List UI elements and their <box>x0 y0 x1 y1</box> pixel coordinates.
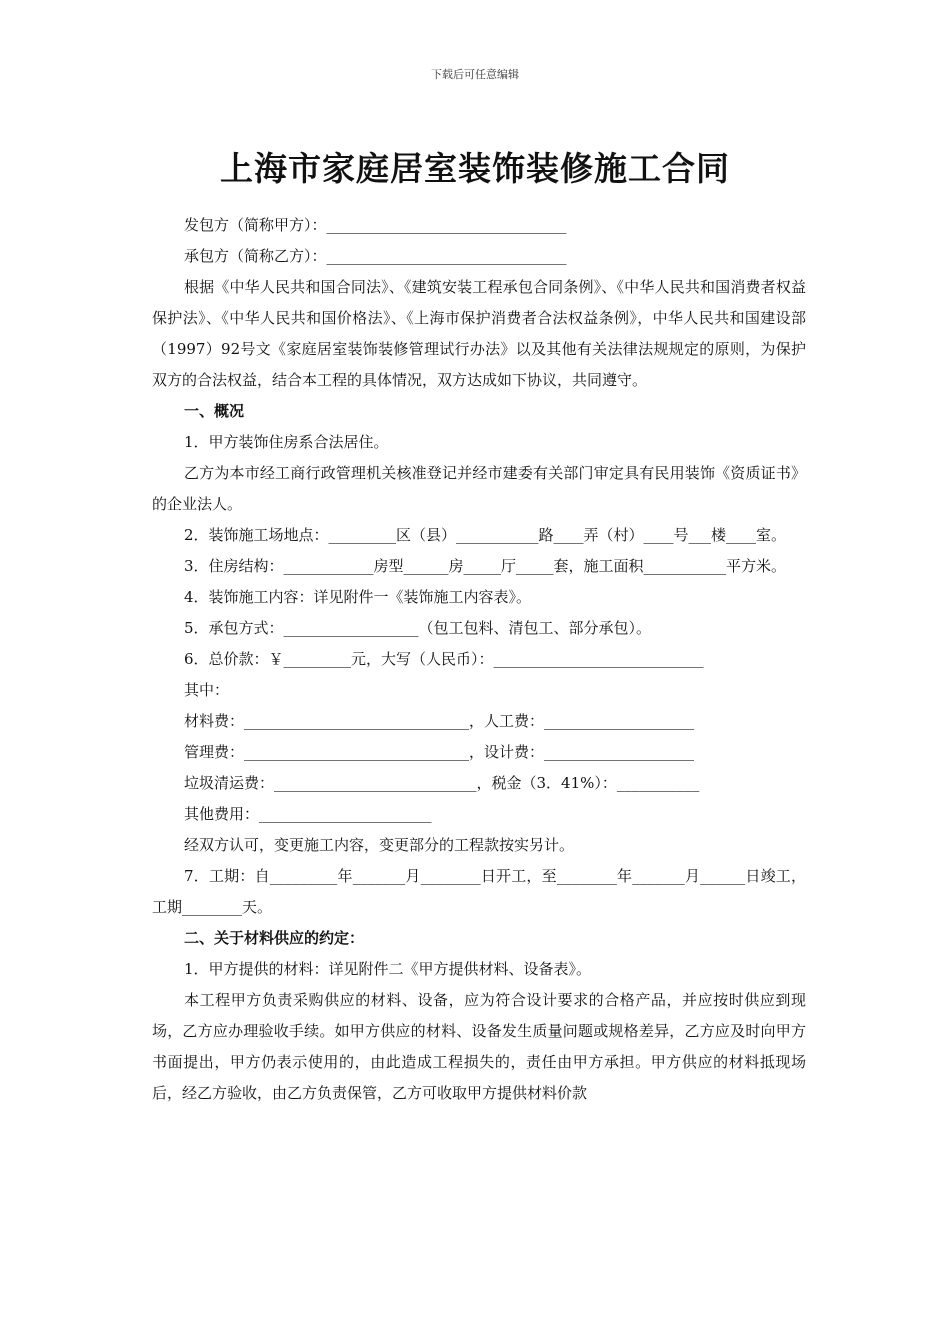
section-heading-materials: 二、关于材料供应的约定： <box>184 929 365 947</box>
fee-material-labor: 材料费：______________________________，人工费：____________________ <box>184 712 695 730</box>
fee-management-design: 管理费：______________________________，设计费：____________________ <box>184 743 695 761</box>
preamble-paragraph: 根据《中华人民共和国合同法》、《建筑安装工程承包合同条例》、《中华人民共和国消费者权益保护法》、《中华人民共和国价格法》、《上海市保护消费者合法权益条例》，中华人民共和国建设部（1997）92号文《家庭居室装饰装修管理试行办法》以及其他有关法律法规规定的原则，为保护双方的合法权益，结合本工程的具体情况，双方达成如下协议，共同遵守。 <box>152 278 806 389</box>
fee-garbage-tax: 垃圾清运费：___________________________，税金（3．41%）：___________ <box>184 774 700 792</box>
fee-other: 其他费用：_______________________ <box>184 805 432 823</box>
section-heading-overview: 一、概况 <box>184 402 245 420</box>
clause-6-total-price: 6．总价款：￥_________元，大写（人民币）：____________________________ <box>184 650 704 668</box>
clause-5-contract-type: 5．承包方式：__________________（包工包料、清包工、部分承包）。 <box>184 619 652 637</box>
clause-1-detail: 乙方为本市经工商行政管理机关核准登记并经市建委有关部门审定具有民用装饰《资质证书》的企业法人。 <box>152 464 806 513</box>
party-a-line: 发包方（简称甲方）：________________________________ <box>184 216 567 234</box>
clause-7-schedule: 7．工期：自_________年_______月________日开工，至________年_______月______日竣工，工期________天。 <box>152 867 806 916</box>
materials-clause-1-detail: 本工程甲方负责采购供应的材料、设备，应为符合设计要求的合格产品，并应按时供应到现场，乙方应办理验收手续。如甲方供应的材料、设备发生质量问题或规格差异，乙方应及时向甲方书面提出，甲方仍表示使用的，由此造成工程损失的，责任由甲方承担。甲方供应的材料抵现场后，经乙方验收，由乙方负责保管，乙方可收取甲方提供材料价款 <box>152 991 806 1102</box>
contract-body <box>152 210 806 1109</box>
clause-4-content: 4．装饰施工内容：详见附件一《装饰施工内容表》。 <box>184 588 532 606</box>
contract-title: 上海市家庭居室装饰装修施工合同 <box>220 149 730 188</box>
price-breakdown-label: 其中： <box>184 681 230 699</box>
clause-3-structure: 3．住房结构：____________房型______房_____厅_____套，施工面积___________平方米。 <box>184 557 787 575</box>
clause-2-site: 2．装饰施工场地点：_________区（县）___________路____弄（村）____号___楼____室。 <box>184 526 787 544</box>
materials-clause-1: 1．甲方提供的材料：详见附件二《甲方提供材料、设备表》。 <box>184 960 592 978</box>
party-b-line: 承包方（简称乙方）：________________________________ <box>184 247 567 265</box>
price-change-note: 经双方认可，变更施工内容，变更部分的工程款按实另计。 <box>184 836 575 854</box>
header-note: 下载后可任意编辑 <box>431 68 519 81</box>
clause-1: 1．甲方装饰住房系合法居住。 <box>184 433 389 451</box>
